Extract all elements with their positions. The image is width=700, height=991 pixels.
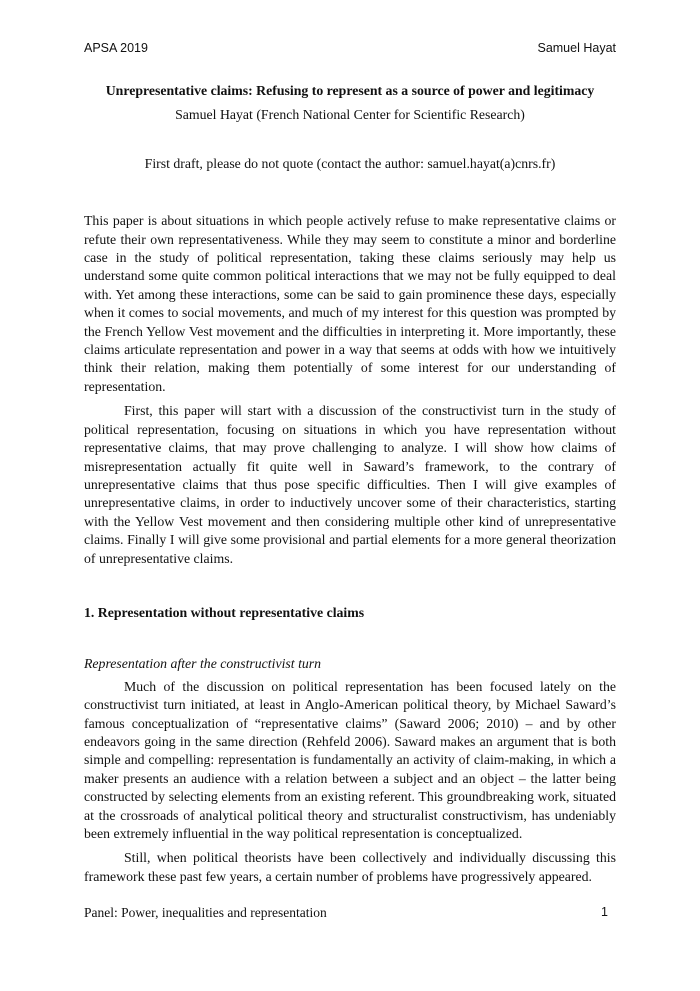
draft-note: First draft, please do not quote (contact the author: samuel.hayat(a)cnrs.fr)	[144, 155, 556, 171]
section-paragraph-1: Much of the discussion on political representation has been focused lately on the constructivist turn initiated, at least in Anglo-American political theory, by Michael Saward’s famous conceptualization of “representative claims” (Saward 2006; 2010) – and by other endeavors going in the same direction (Rehfeld 2006). Saward makes an argument that is both simple and compelling: representation is fundamentally an activity of claim-making, in which a maker presents an audience with a relation between a subject and an object – the latter being constructed by selecting elements from an existing referent. This groundbreaking work, situated at the crossroads of analytical political theory and structuralist constructivism, has undeniably been extremely influential in the way political representation is conceptualized.	[84, 678, 616, 841]
author-line: Samuel Hayat (French National Center for Scientific Research)	[175, 107, 525, 123]
intro-paragraph-1: This paper is about situations in which people actively refuse to make representative claims or refute their own representativeness. While they may seem to constitute a minor and borderline case in the study of political representation, taking these claims seriously may help us understand some quite common political interactions that we may not be fully equipped to deal with. Yet among these interactions, some can be said to gain prominence these days, especially when it comes to social movements, and much of my interest for this question was prompted by the French Yellow Vest movement and the difficulties in interpreting it. More importantly, these claims articulate representation and power in a way that seems at odds with how we intuitively think their relation, making them potentially of some interest for our understanding of representation.	[84, 213, 616, 394]
section-heading: 1. Representation without representative claims	[84, 604, 365, 620]
footer-panel: Panel: Power, inequalities and representation	[84, 905, 327, 920]
header-conference: APSA 2019	[84, 41, 148, 55]
intro-paragraph-2: First, this paper will start with a discussion of the constructivist turn in the study of political representation, focusing on situations in which you have representation without representative claims, that may prove challenging to analyze. I will show how claims of misrepresentation actually fit quite well in Saward’s framework, to the contrary of unrepresentative claims that thus pose specific difficulties. Then I will give examples of unrepresentative claims, in order to inductively uncover some of their characteristics, starting with the Yellow Vest movement and then considering multiple other kind of unrepresentative claims. Finally I will give some provisional and partial elements for a more general theorization of unrepresentative claims.	[84, 403, 616, 566]
paper-title: Unrepresentative claims: Refusing to represent as a source of power and legitimacy	[105, 83, 595, 98]
page-content	[84, 82, 616, 886]
page-footer	[84, 905, 616, 923]
page-number: 1	[601, 905, 608, 919]
subsection-heading: Representation after the constructivist turn	[84, 656, 322, 672]
page-header	[84, 41, 616, 59]
section-paragraph-2: Still, when political theorists have been collectively and individually discussing this framework these past few years, a certain number of problems have progressively appeared.	[84, 850, 616, 884]
header-author: Samuel Hayat	[537, 41, 616, 55]
